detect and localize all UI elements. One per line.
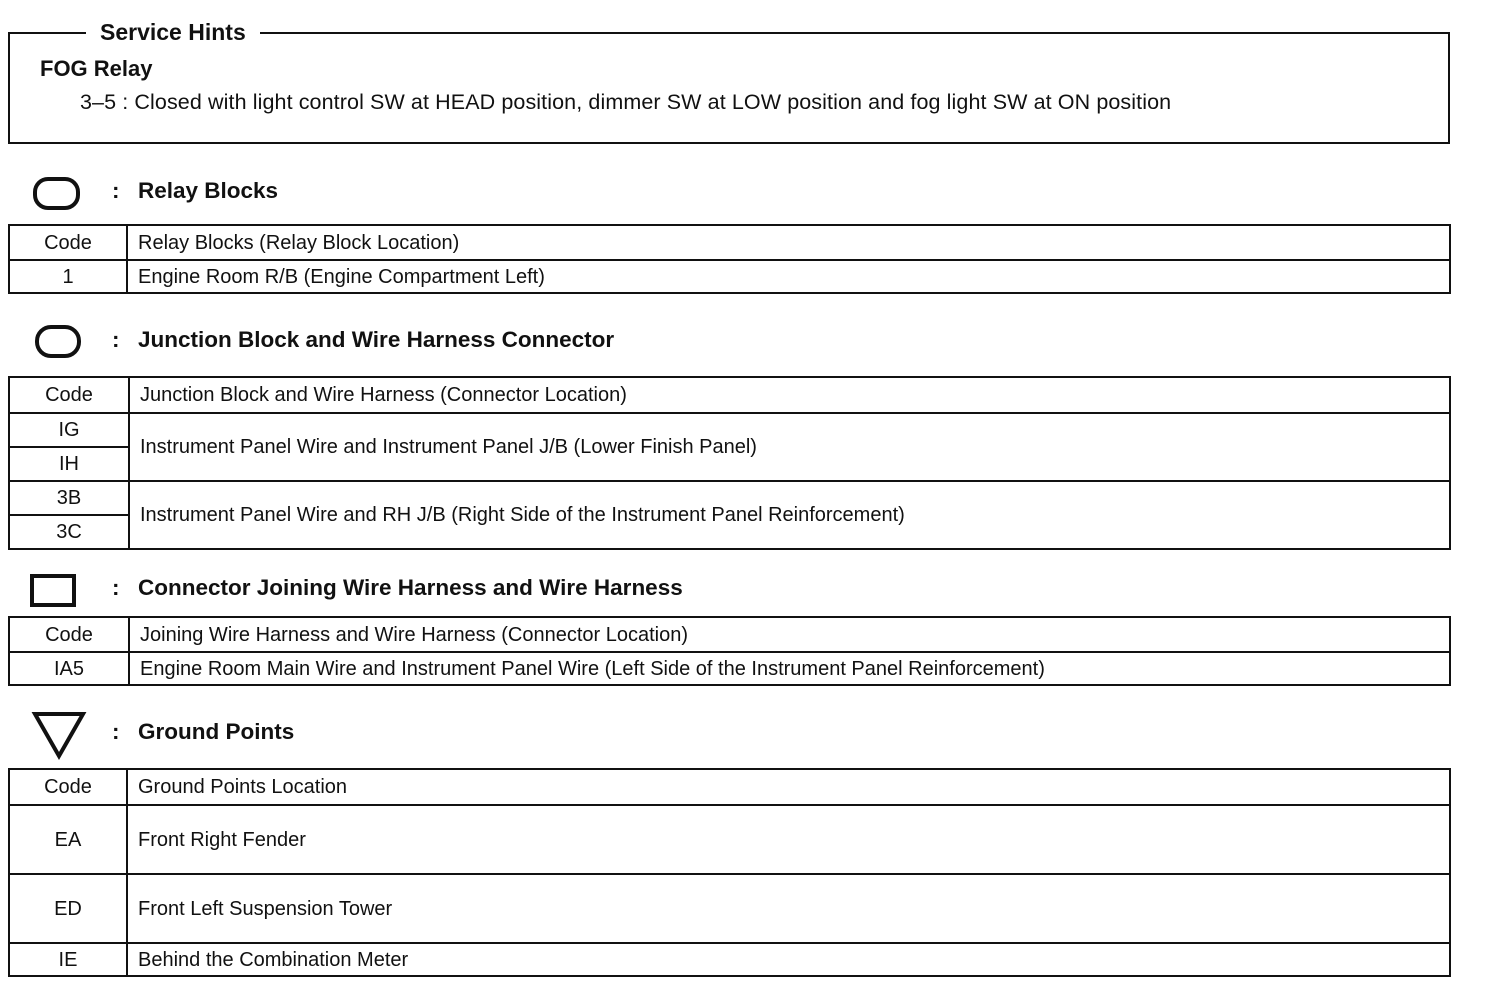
table-row [9, 481, 1450, 515]
location-header: Joining Wire Harness and Wire Harness (Connector Location) [129, 617, 1450, 652]
table-row [9, 260, 1450, 293]
location-cell: Engine Room R/B (Engine Compartment Left) [127, 260, 1450, 293]
heading-colon: : [112, 575, 120, 600]
code-header: Code [9, 769, 127, 805]
table-row [9, 943, 1450, 976]
table-header-row [9, 377, 1450, 413]
location-cell: Behind the Combination Meter [127, 943, 1450, 976]
code-header: Code [9, 225, 127, 260]
table-header-row [9, 769, 1450, 805]
down-triangle-icon [31, 710, 89, 762]
code-cell: IH [9, 447, 129, 481]
location-cell: Front Left Suspension Tower [127, 874, 1450, 943]
code-cell: 3B [9, 481, 129, 515]
service-hints-box [8, 32, 1450, 144]
location-cell: Front Right Fender [127, 805, 1450, 874]
service-hints-title: Service Hints [86, 18, 260, 46]
code-cell: IA5 [9, 652, 129, 685]
relay-blocks-heading [112, 177, 278, 205]
square-icon [29, 573, 79, 609]
location-header: Relay Blocks (Relay Block Location) [127, 225, 1450, 260]
code-cell: 3C [9, 515, 129, 549]
location-cell: Instrument Panel Wire and Instrument Panel J/B (Lower Finish Panel) [129, 413, 1450, 481]
table-row [9, 874, 1450, 943]
heading-colon: : [112, 327, 120, 352]
code-header: Code [9, 377, 129, 413]
code-cell: IG [9, 413, 129, 447]
code-cell: EA [9, 805, 127, 874]
table-header-row [9, 225, 1450, 260]
fog-relay-title: FOG Relay [40, 56, 153, 81]
code-cell: ED [9, 874, 127, 943]
joining-connector-heading [112, 574, 683, 602]
ground-points-table [8, 768, 1451, 977]
joining-connector-table [8, 616, 1451, 686]
table-row [9, 652, 1450, 685]
table-row [9, 805, 1450, 874]
fog-relay-hint: 3–5 : Closed with light control SW at HEAD position, dimmer SW at LOW position and fog light SW at ON position [80, 90, 1172, 114]
ground-points-heading [112, 718, 294, 746]
ground-points-heading-text: Ground Points [138, 719, 295, 744]
code-header: Code [9, 617, 129, 652]
location-header: Junction Block and Wire Harness (Connector Location) [129, 377, 1450, 413]
relay-blocks-heading-text: Relay Blocks [138, 178, 279, 203]
location-cell: Engine Room Main Wire and Instrument Panel Wire (Left Side of the Instrument Panel Reinforcement) [129, 652, 1450, 685]
relay-blocks-table [8, 224, 1451, 294]
junction-block-table [8, 376, 1451, 550]
oval-icon [34, 324, 84, 360]
junction-block-heading-text: Junction Block and Wire Harness Connector [138, 327, 615, 352]
location-cell: Instrument Panel Wire and RH J/B (Right Side of the Instrument Panel Reinforcement) [129, 481, 1450, 549]
code-cell: 1 [9, 260, 127, 293]
code-cell: IE [9, 943, 127, 976]
heading-colon: : [112, 178, 120, 203]
location-header: Ground Points Location [127, 769, 1450, 805]
rounded-rect-icon [32, 176, 82, 212]
junction-block-heading [112, 326, 614, 354]
joining-connector-heading-text: Connector Joining Wire Harness and Wire Harness [138, 575, 683, 600]
table-header-row [9, 617, 1450, 652]
table-row [9, 413, 1450, 447]
heading-colon: : [112, 719, 120, 744]
